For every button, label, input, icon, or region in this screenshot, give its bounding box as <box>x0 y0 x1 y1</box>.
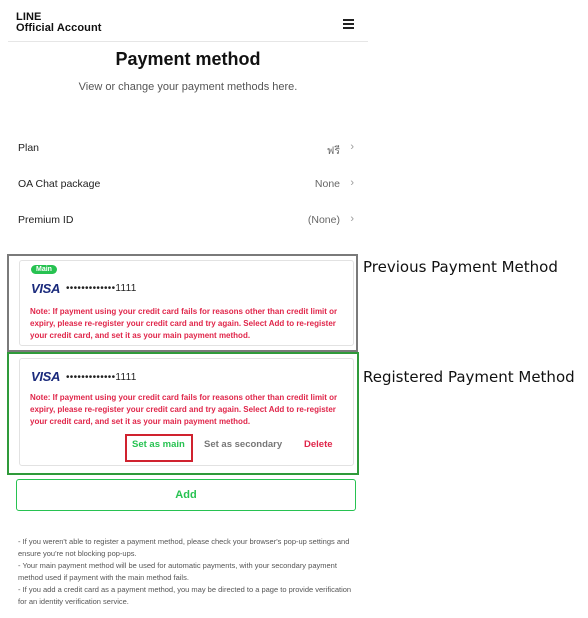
page-title: Payment method <box>115 49 261 69</box>
payment-card-main <box>19 260 354 346</box>
footnote-item: - Your main payment method will be used for automatic payments, with your secondary payment method used if payment with the main method fails. <box>18 561 337 582</box>
premium-id-value: (None) <box>307 214 340 226</box>
oa-chat-package-label: OA Chat package <box>18 178 101 190</box>
set-as-main-button[interactable]: Set as main <box>132 439 185 450</box>
chevron-right-icon: › <box>350 213 354 225</box>
oa-chat-package-value: None <box>314 178 340 190</box>
hamburger-menu-icon[interactable] <box>343 19 354 29</box>
footnote-item: - If you add a credit card as a payment method, you may be directed to a page to provide verification for an identity verification service. <box>18 585 352 606</box>
set-as-secondary-button[interactable]: Set as secondary <box>204 439 283 450</box>
premium-id-row[interactable] <box>18 209 354 233</box>
previous-payment-method-annotation: Previous Payment Method <box>363 258 558 276</box>
logo-line-2: Official Account <box>16 22 102 34</box>
main-badge: Main <box>31 265 57 274</box>
card-number: •••••••••••••1111 <box>66 283 137 294</box>
delete-button[interactable]: Delete <box>304 439 333 450</box>
oa-chat-package-row[interactable] <box>18 173 354 197</box>
visa-logo-icon: VISA <box>31 369 61 384</box>
plan-row[interactable] <box>18 137 354 161</box>
chevron-right-icon: › <box>350 141 354 153</box>
add-payment-method-button[interactable]: Add <box>16 479 356 511</box>
logo-line-1: LINE <box>16 11 42 23</box>
plan-value: ฟรี <box>326 145 340 157</box>
card-number: •••••••••••••1111 <box>66 372 137 383</box>
chevron-right-icon: › <box>350 177 354 189</box>
plan-label: Plan <box>18 142 40 154</box>
footnote-item: - If you weren't able to register a payment method, please check your browser's pop-up settings and ensure you're not blocking pop-ups. <box>18 537 350 558</box>
footnotes <box>18 536 358 608</box>
visa-logo-icon: VISA <box>31 281 61 296</box>
line-official-account-logo[interactable] <box>16 12 102 34</box>
set-as-main-highlight <box>125 434 193 462</box>
card-warning-note: Note: If payment using your credit card fails for reasons other than credit limit or expiry, please re-register your credit card and try again. Select Add to re-register your credit card, and set it as your main payment method. <box>30 393 338 426</box>
premium-id-label: Premium ID <box>18 214 74 226</box>
top-bar <box>8 8 368 42</box>
page-subtitle: View or change your payment methods here. <box>78 81 298 93</box>
registered-payment-method-annotation: Registered Payment Method <box>363 368 575 386</box>
card-warning-note: Note: If payment using your credit card fails for reasons other than credit limit or expiry, please re-register your credit card and try again. Select Add to re-register your credit card, and set it as your main payment method. <box>30 307 338 340</box>
